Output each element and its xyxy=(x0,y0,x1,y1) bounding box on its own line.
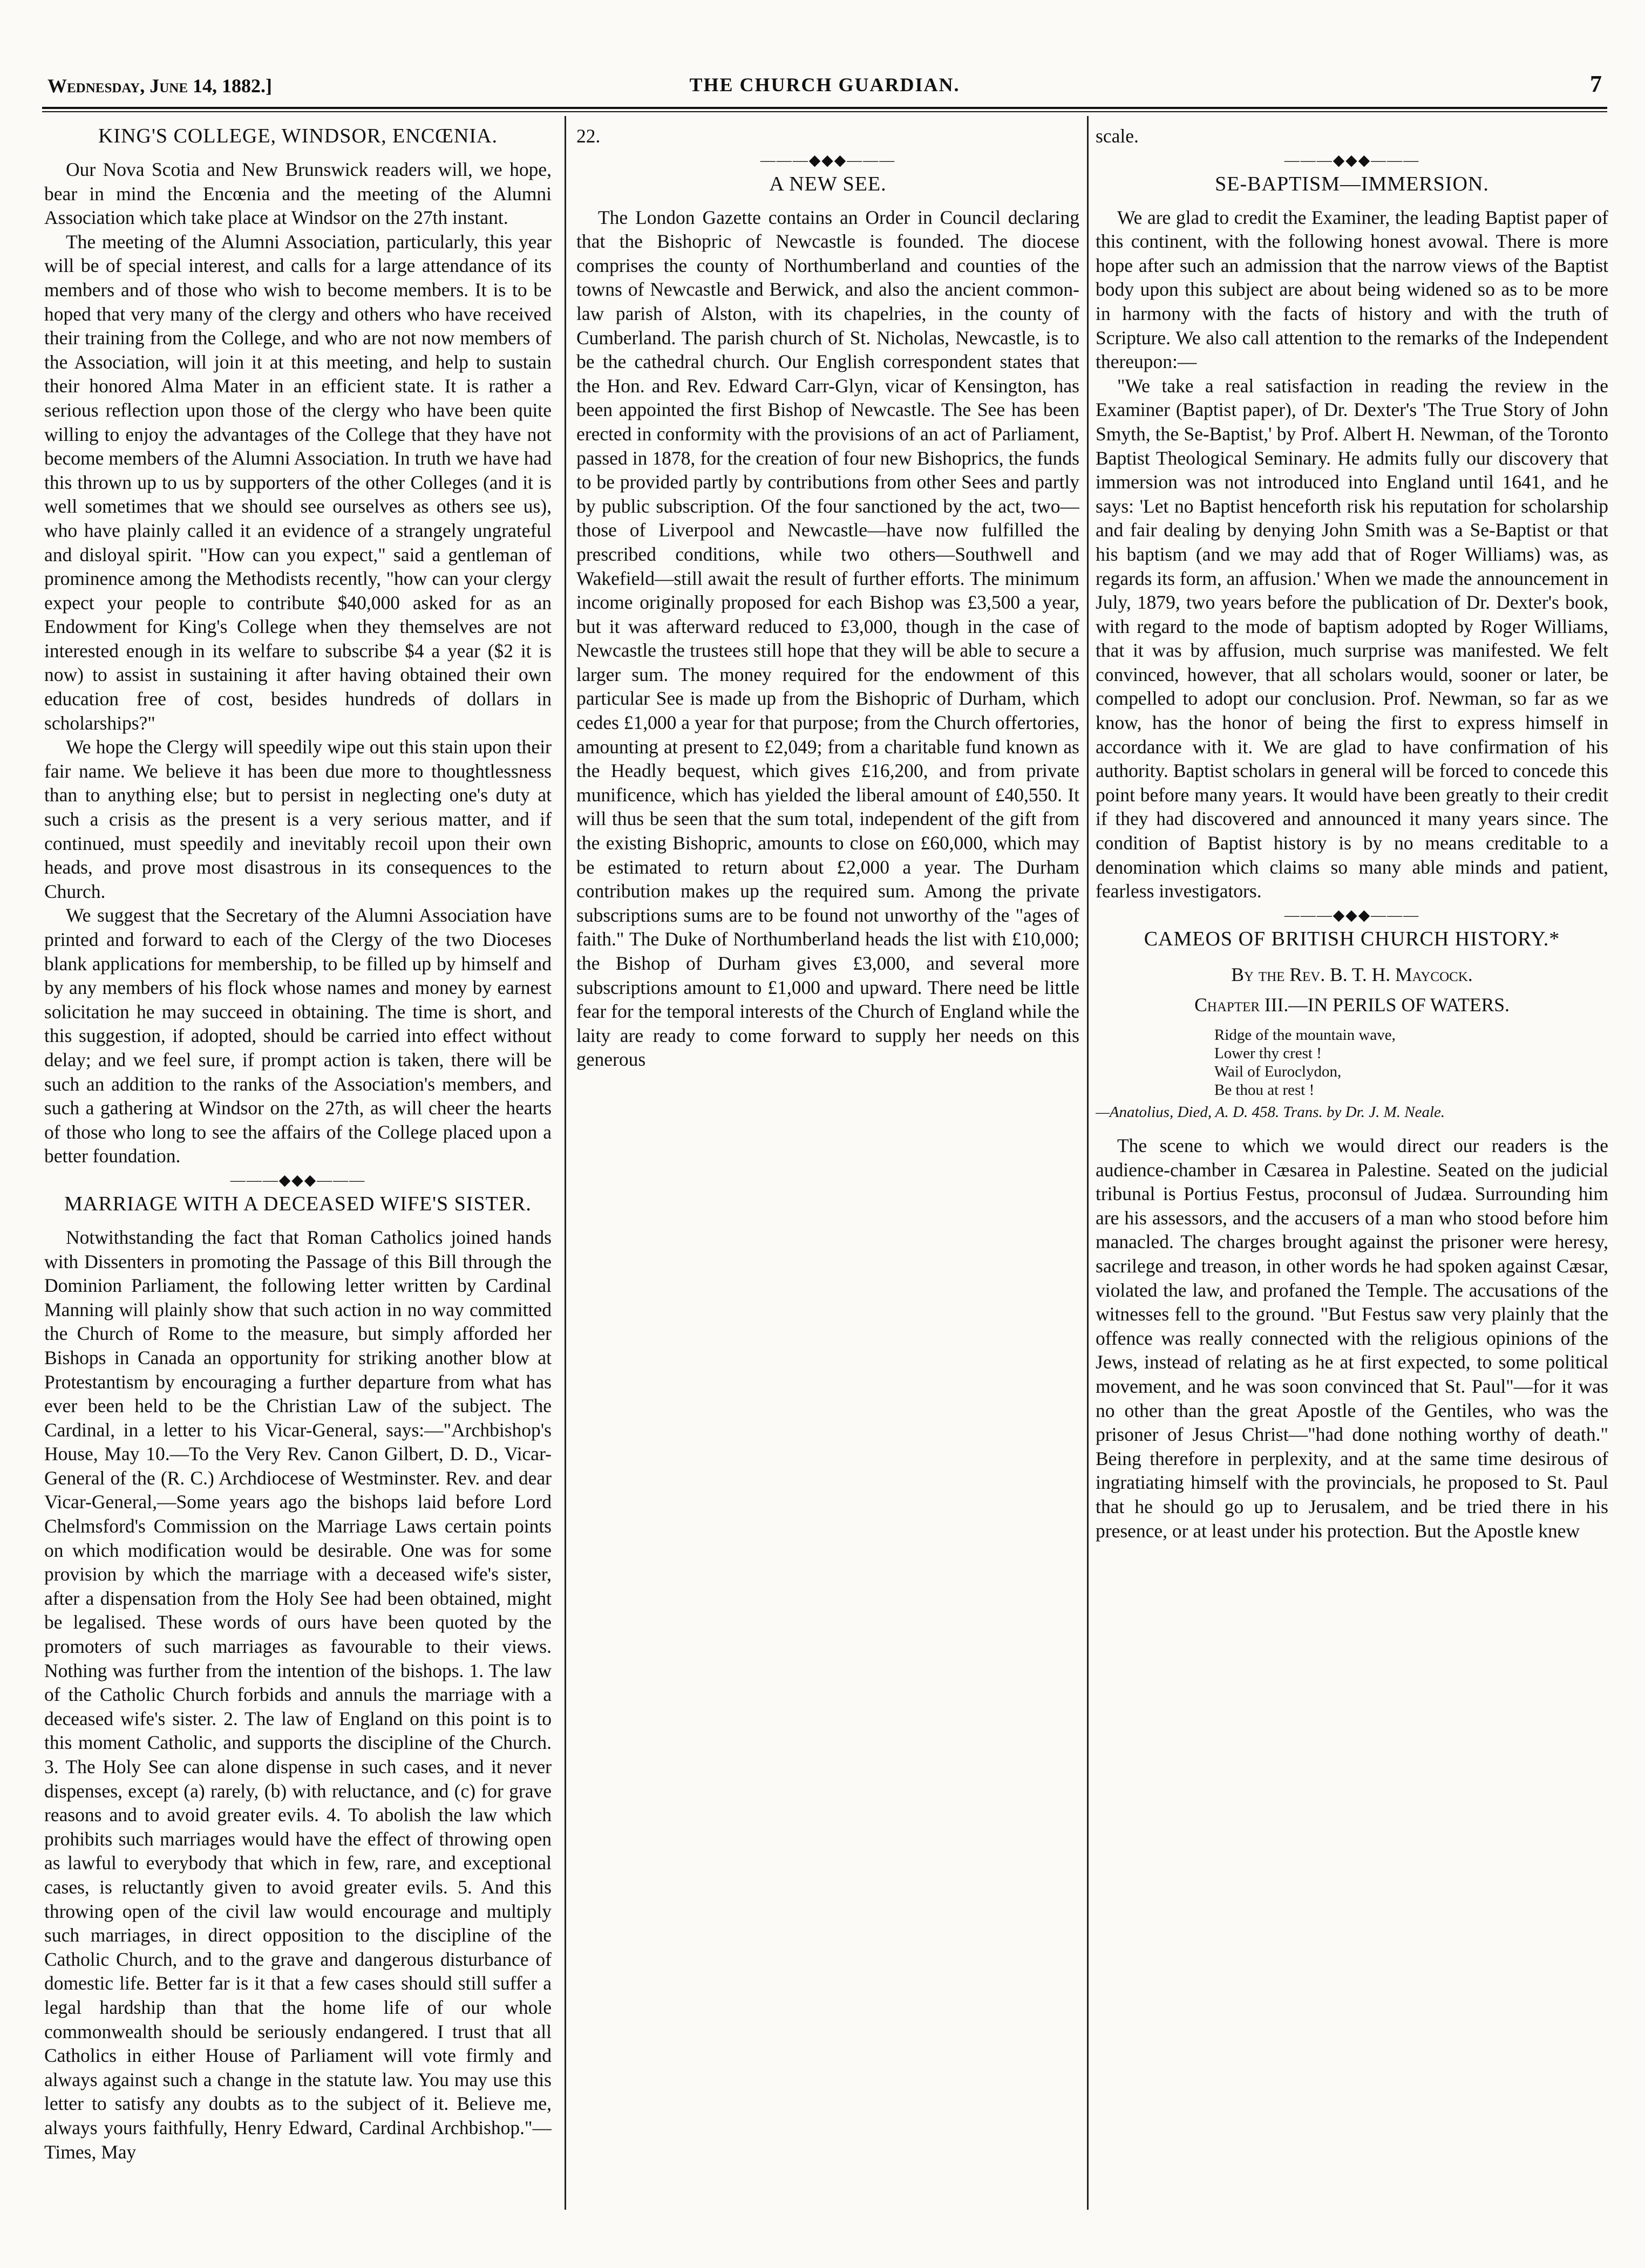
newspaper-title: THE CHURCH GUARDIAN. xyxy=(689,74,960,96)
section-ornament: ———◆◆◆——— xyxy=(230,1172,366,1189)
column-3 xyxy=(1096,124,1608,2207)
article-paragraph-continued: scale. xyxy=(1096,125,1139,147)
column-2 xyxy=(576,124,1079,2207)
poem-line: Be thou at rest ! xyxy=(1214,1081,1315,1099)
column-divider xyxy=(565,116,566,2210)
section-ornament: ———◆◆◆——— xyxy=(760,152,896,169)
section-ornament: ———◆◆◆——— xyxy=(1284,152,1420,169)
section-ornament: ———◆◆◆——— xyxy=(1284,907,1420,924)
article-heading: CAMEOS OF BRITISH CHURCH HISTORY.* xyxy=(1144,927,1560,950)
article-paragraph: Our Nova Scotia and New Brunswick readers will, we hope, bear in mind the Encœnia and the meeting of the Alumni Association which take place at Windsor on the 27th instant. xyxy=(44,159,552,229)
column-2-flow xyxy=(576,124,1079,1072)
masthead-rule-thin xyxy=(42,111,1607,112)
page-number: 7 xyxy=(1590,71,1602,97)
masthead xyxy=(42,70,1607,103)
article-paragraph: Notwithstanding the fact that Roman Catholics joined hands with Dissenters in promoting the Passage of this Bill through the Dominion Parliament, the following letter written by Cardinal Manning will plainly show that such action in no way committed the Church of Rome to the measure, but simply afforded her Bishops in Canada an opportunity for striking another blow at Protestantism by encouraging a further departure from what has ever been held to be the Christian Law of the subject. The Cardinal, in a letter to his Vicar-General, says:—"Archbishop's House, May 10.—To the Very Rev. Canon Gilbert, D. D., Vicar-General of the (R. C.) Archdiocese of Westminster. Rev. and dear Vicar-General,—Some years ago the bishops laid before Lord Chelmsford's Commission on the Marriage Laws certain points on which modification would be desirable. One was for some provision by which the marriage with a deceased wife's sister, after a dispensation from the Holy See had been obtained, might be legalised. These words of ours have been quoted by the promoters of such marriages as favourable to their views. Nothing was further from the intention of the bishops. 1. The law of the Catholic Church forbids and annuls the marriage with a deceased wife's sister. 2. The law of England on this point is to this moment Catholic, and supports the discipline of the Church. 3. The Holy See can alone dispense in such cases, and it never dispenses, except (a) rarely, (b) with reluctance, and (c) for grave reasons and to avoid greater evils. 4. To abolish the law which prohibits such marriages would have the effect of throwing open as lawful to everybody that which in few, rare, and exceptional cases, is reluctantly given to avoid greater evils. 5. And this throwing open of the civil law would encourage and multiply such marriages, in direct opposition to the discipline of the Catholic Church, and to the grave and dangerous disturbance of domestic life. Better far is it that a few cases should still suffer a legal hardship than that the home life of our whole commonwealth should be seriously endangered. I trust that all Catholics in either House of Parliament will vote firmly and always against such a change in the statute law. You may use this letter to satisfy any doubts as to the subject of it. Believe me, always yours faithfully, Henry Edward, Cardinal Archbishop."—Times, May xyxy=(44,1226,552,2163)
epigraph-poem xyxy=(1214,1026,1608,1099)
poem-line: Ridge of the mountain wave, xyxy=(1214,1026,1396,1044)
article-paragraph: The meeting of the Alumni Association, particularly, this year will be of special interest, and calls for a large attendance of its members and of those who wish to become members. It is to be hoped that very many of the clergy and others who have received their training from the College, and who are not now members of the Association, will join it at this meeting, and help to sustain their honored Alma Mater in an efficient state. It is rather a serious reflection upon those of the clergy who have been quite willing to enjoy the advantages of the College that they have not become members of the Alumni Association. In truth we have had this thrown up to us by supporters of the other Colleges (and it is well sometimes that we should see ourselves as others see us), who have plainly called it an evidence of a strangely ungrateful and disloyal spirit. "How can you expect," said a gentleman of prominence among the Methodists recently, "how can your clergy expect your people to contribute $40,000 asked for as an Endowment for King's College when they themselves are not interested enough in its welfare to subscribe $4 a year ($2 it is now) to assist in sustaining it after having obtained their own education free of cost, besides hundreds of dollars in scholarships?" xyxy=(44,230,552,734)
issue-date: Wednesday, June 14, 1882.] xyxy=(47,75,273,97)
column-divider xyxy=(1087,116,1089,2210)
article-byline: By the Rev. B. T. H. Maycock. xyxy=(1231,963,1473,985)
article-paragraph: We are glad to credit the Examiner, the leading Baptist paper of this continent, with the following honest avowal. There is more hope after such an admission that the narrow views of the Baptist body upon this subject are about being widened so as to be more in harmony with the facts of history and with the truth of Scripture. We also call attention to the remarks of the Independent thereupon:— xyxy=(1096,206,1608,373)
article-heading: MARRIAGE WITH A DECEASED WIFE'S SISTER. xyxy=(64,1192,532,1215)
masthead-rule xyxy=(42,107,1607,109)
article-paragraph: "We take a real satisfaction in reading the review in the Examiner (Baptist paper), of Dr. Dexter's 'The True Story of John Smyth, the Se-Baptist,' by Prof. Albert H. Newman, of the Toronto Baptist Theological Seminary. He admits fully our discovery that immersion was not introduced into England until 1641, and he says: 'Let no Baptist henceforth risk his reputation for scholarship and fair dealing by denying John Smith was a Se-Baptist or that his baptism (and we may add that of Roger Williams) was, as regards its form, an affusion.' When we made the announcement in July, 1879, two years before the publication of Dr. Dexter's book, with regard to the mode of baptism adopted by Roger Williams, that it was by affusion, much surprise was manifested. We felt convinced, however, that all scholars would, sooner or later, be compelled to adopt our conclusion. Prof. Newman, so far as we know, has the honor of being the first to express himself in accordance with it. We are glad to have confirmation of his authority. Baptist scholars in general will be forced to concede this point before many years. It would have been greatly to their credit if they had discovered and announced it many years since. The condition of Baptist history is by no means creditable to a denomination which claims so many able minds and patient, fearless investigators. xyxy=(1096,374,1608,902)
article-paragraph: We suggest that the Secretary of the Alumni Association have printed and forward to each of the Clergy of the two Dioceses blank applications for membership, to be filled up by himself and by any members of his flock whose names and money by earnest solicitation he may succeed in obtaining. The time is short, and this suggestion, if adopted, should be carried into effect without delay; and we feel sure, if prompt action is taken, there will be such an addition to the ranks of the Association's members, and such a gathering at Windsor on the 27th, as will cheer the hearts of those who long to see the affairs of the College placed upon a better foundation. xyxy=(44,904,552,1167)
article-heading: KING'S COLLEGE, WINDSOR, ENCŒNIA. xyxy=(98,125,498,147)
article-heading: SE-BAPTISM—IMMERSION. xyxy=(1215,172,1489,195)
column-1 xyxy=(44,124,552,2207)
column-3-flow xyxy=(1096,124,1608,1543)
poem-line: Lower thy crest ! xyxy=(1214,1045,1322,1062)
poem-line: Wail of Euroclydon, xyxy=(1214,1063,1342,1080)
article-heading: A NEW SEE. xyxy=(769,172,887,195)
poem-attribution: —Anatolius, Died, A. D. 458. Trans. by Dr. J. M. Neale. xyxy=(1096,1104,1445,1121)
chapter-heading: Chapter III.—IN PERILS OF WATERS. xyxy=(1194,994,1510,1016)
article-paragraph: The scene to which we would direct our readers is the audience-chamber in Cæsarea in Palestine. Seated on the judicial tribunal is Portius Festus, proconsul of Judæa. Surrounding him are his assessors, and the accusers of a man who stood before him manacled. The charges brought against the prisoner were heresy, sacrilege and treason, in other words he had spoken against Cæsar, violated the law, and profaned the Temple. The accusations of the witnesses fell to the ground. "But Festus saw very plainly that the offence was really connected with the religious opinions of the Jews, instead of relating as he at first expected, to some political movement, and he was soon convinced that St. Paul"—for it was no other than the great Apostle of the Gentiles, who was the prisoner of Jesus Christ—"had done nothing worthy of death." Being therefore in perplexity, and at the same time desirous of ingratiating himself with the provincials, he proposed to St. Paul that he should go up to Jerusalem, and be tried there in his presence, or at least under his protection. But the Apostle knew xyxy=(1096,1135,1608,1542)
article-paragraph: We hope the Clergy will speedily wipe out this stain upon their fair name. We believe it has been due more to thoughtlessness than to anything else; but to persist in neglecting one's duty at such a crisis as the present is a very serious matter, and if continued, must speedily and inevitably recoil upon their own heads, and prove most disastrous in its consequences to the Church. xyxy=(44,736,552,902)
article-paragraph-continued: 22. xyxy=(576,125,601,147)
article-paragraph: The London Gazette contains an Order in Council declaring that the Bishopric of Newcastle is founded. The diocese comprises the county of Northumberland and counties of the towns of Newcastle and Berwick, and also the ancient common-law parish of Alston, with its chapelries, in the county of Cumberland. The parish church of St. Nicholas, Newcastle, is to be the cathedral church. Our English correspondent states that the Hon. and Rev. Edward Carr-Glyn, vicar of Kensington, has been appointed the first Bishop of Newcastle. The See has been erected in conformity with the provisions of an act of Parliament, passed in 1878, for the creation of four new Bishoprics, the funds to be provided partly by contributions from other Sees and partly by public subscription. Of the four sanctioned by the act, two—those of Liverpool and Newcastle—have now fulfilled the prescribed conditions, while two others—Southwell and Wakefield—still await the result of further efforts. The minimum income originally proposed for each Bishop was £3,500 a year, but it was afterward reduced to £3,000, though in the case of Newcastle the trustees still hope that they will be able to secure a larger sum. The money required for the endowment of this particular See is made up from the Bishopric of Durham, which cedes £1,000 a year for that purpose; from the Church offertories, amounting at present to £2,049; from a charitable fund known as the Headly bequest, which gives £16,200, and from private munificence, which has yielded the liberal amount of £40,550. It will thus be seen that the sum total, independent of the gift from the existing Bishopric, amounts to close on £60,000, which may be estimated to return about £2,000 a year. The Durham contribution makes up the required sum. Among the private subscriptions sums are to be found not unworthy of the "ages of faith." The Duke of Northumberland heads the list with £10,000; the Bishop of Durham gives £3,000, and several more subscriptions amount to £1,000 and upward. There need be little fear for the temporal interests of the Church of England while the laity are ready to come forward to supply her needs on this generous xyxy=(576,206,1079,1071)
